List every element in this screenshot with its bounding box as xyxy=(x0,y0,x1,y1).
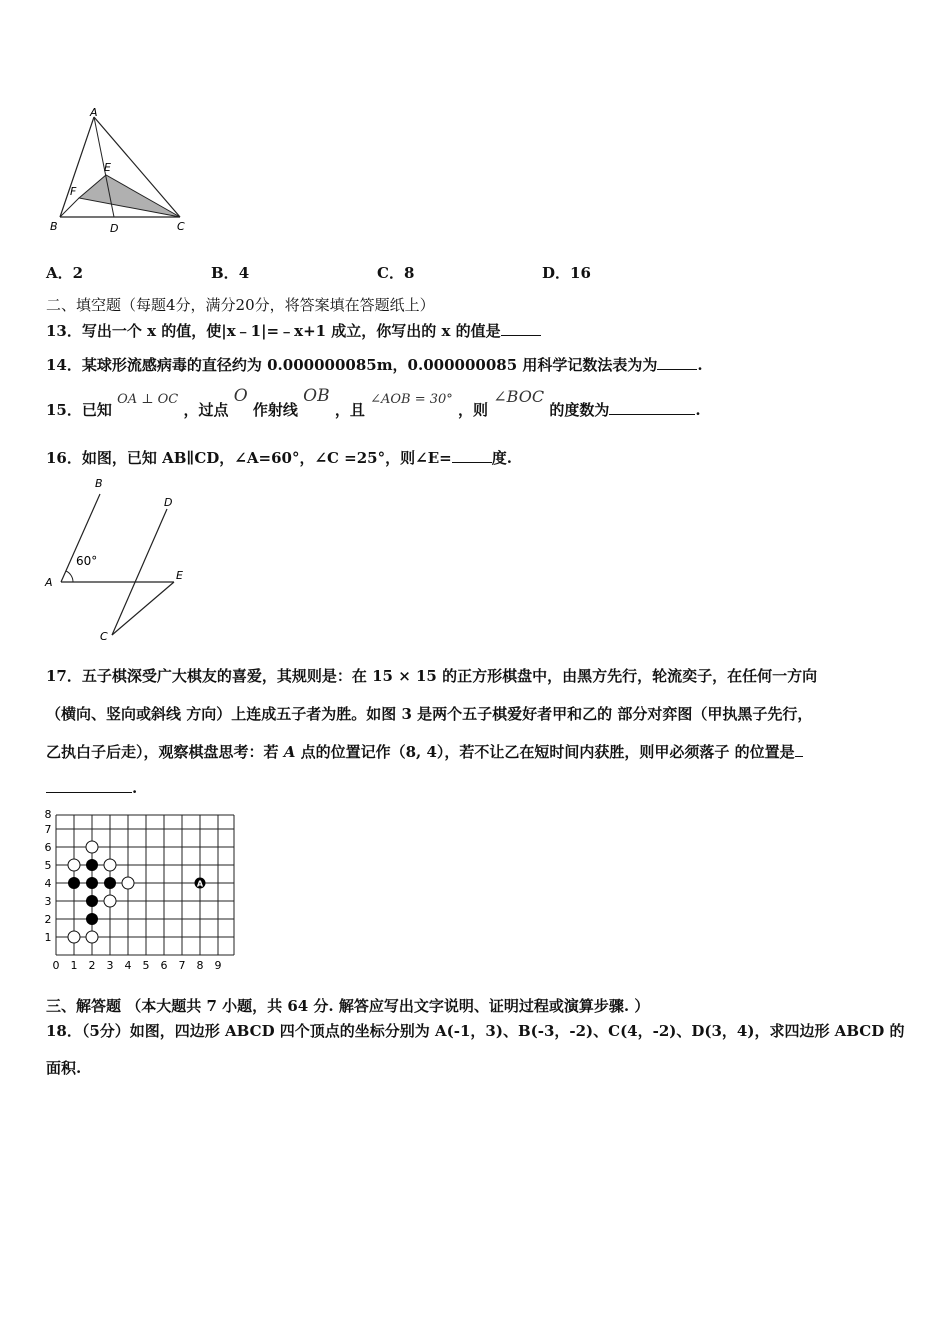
q15-t3: ，且 xyxy=(334,401,365,419)
angle-arc xyxy=(66,571,73,582)
x-label-7: 7 xyxy=(178,959,186,972)
black-stone xyxy=(86,913,98,925)
label-f: F xyxy=(70,185,77,198)
angle-label: 60° xyxy=(76,554,98,568)
label-a: A xyxy=(90,106,98,119)
x-label-6: 6 xyxy=(160,959,168,972)
question-17-line-1: 17．五子棋深受广大棋友的喜爱，其规则是：在 15 × 15 的正方形棋盘中，由黑方先行，轮流奕子，在任何一方向 xyxy=(46,667,818,685)
white-stone xyxy=(68,931,80,943)
question-18-line-1: 18．（5分）如图，四边形 ABCD 四个顶点的坐标分别为 A(-1，3)、B(-3，-2)、C(4，-2)、D(3，4)，求四边形 ABCD 的 xyxy=(46,1022,905,1040)
line-ce xyxy=(112,582,174,635)
q17-answer-blank[interactable] xyxy=(46,778,132,793)
black-stone xyxy=(86,895,98,907)
option-value: 8 xyxy=(403,264,415,282)
black-stone xyxy=(86,877,98,889)
q17-point-var: A xyxy=(283,743,296,761)
x-label-8: 8 xyxy=(196,959,204,972)
section-3-heading: 三、解答题 （本大题共 7 小题，共 64 分. 解答应写出文字说明、证明过程或演算步骤. ） xyxy=(46,997,650,1015)
label-b: B xyxy=(95,477,103,490)
black-stone xyxy=(104,877,116,889)
option-value: 2 xyxy=(72,264,84,282)
option-letter: C． xyxy=(377,264,404,282)
question-18-line-2: 面积. xyxy=(46,1059,82,1077)
white-stone xyxy=(86,841,98,853)
question-15 xyxy=(46,386,701,422)
q17-line3-a: 乙执白子后走），观察棋盘思考：若 xyxy=(46,743,284,761)
q14-text: 14．某球形流感病毒的直径约为 0.000000085m，0.000000085 用科学记数法表为为 xyxy=(46,356,658,374)
q13-answer-blank[interactable] xyxy=(501,321,541,336)
q15-end: . xyxy=(695,401,701,419)
x-axis-labels xyxy=(53,959,222,972)
label-d: D xyxy=(110,222,119,235)
section-2-heading: 二、填空题（每题4分，满分20分，将答案填在答题纸上） xyxy=(46,296,435,314)
q15-math-angle-aob: ∠AOB = 30° xyxy=(370,392,453,407)
q14-answer-blank[interactable] xyxy=(657,355,697,370)
q15-t1: ，过点 xyxy=(183,401,229,419)
question-17-line-3 xyxy=(46,742,803,762)
option-letter: B． xyxy=(211,264,239,282)
y-label-2: 2 xyxy=(44,913,52,926)
white-stone xyxy=(104,859,116,871)
board-grid xyxy=(56,815,234,955)
question-16 xyxy=(46,448,512,468)
white-stone xyxy=(68,859,80,871)
q17-end: . xyxy=(132,779,138,797)
label-a: A xyxy=(45,576,53,589)
black-stone xyxy=(68,877,80,889)
q17-line3-b: 点的位置记作（8, 4），若不让乙在短时间内获胜，则甲必须落子 的位置是 xyxy=(295,743,795,761)
x-label-1: 1 xyxy=(70,959,78,972)
parallel-lines-figure xyxy=(40,472,200,647)
shaded-triangle xyxy=(79,175,180,217)
option-letter: D． xyxy=(542,264,571,282)
q15-t4: ，则 xyxy=(458,401,489,419)
triangle-figure xyxy=(40,105,200,240)
y-label-3: 3 xyxy=(44,895,52,908)
q15-math-o: O xyxy=(233,386,248,406)
q15-math-angle-boc: ∠BOC xyxy=(493,387,545,406)
white-stone xyxy=(86,931,98,943)
point-a-label: A xyxy=(196,879,204,889)
option-b[interactable] xyxy=(211,262,249,283)
y-label-8: 8 xyxy=(44,808,52,821)
q15-math-ob: OB xyxy=(303,386,330,406)
black-stone xyxy=(86,859,98,871)
y-label-6: 6 xyxy=(44,841,52,854)
y-label-5: 5 xyxy=(44,859,52,872)
q15-prefix: 15．已知 xyxy=(46,401,112,419)
y-axis-labels xyxy=(45,808,52,944)
option-d[interactable] xyxy=(542,262,591,283)
option-letter: A． xyxy=(46,264,73,282)
q15-math-perp: OA ⊥ OC xyxy=(117,392,179,407)
x-label-3: 3 xyxy=(106,959,114,972)
white-stone xyxy=(122,877,134,889)
y-label-7: 7 xyxy=(44,823,52,836)
y-label-4: 4 xyxy=(44,877,52,890)
label-b: B xyxy=(50,220,58,233)
label-e: E xyxy=(176,569,183,582)
edge-ab xyxy=(60,117,94,217)
q15-t2: 作射线 xyxy=(252,401,298,419)
x-label-2: 2 xyxy=(88,959,96,972)
q13-text: 13．写出一个 x 的值，使|x﹣1|=﹣x+1 成立，你写出的 x 的值是 xyxy=(46,322,501,340)
question-17-line-2: （横向、竖向或斜线 方向）上连成五子者为胜。如图 3 是两个五子棋爱好者甲和乙的 部分对弈图（甲执黑子先行， xyxy=(46,705,813,723)
q15-answer-blank[interactable] xyxy=(609,400,695,415)
label-e: E xyxy=(104,161,111,174)
option-value: 16 xyxy=(570,264,591,282)
option-c[interactable] xyxy=(377,262,414,283)
x-label-5: 5 xyxy=(142,959,150,972)
q16-answer-blank[interactable] xyxy=(452,448,492,463)
question-17-line-4 xyxy=(46,778,137,798)
option-value: 4 xyxy=(238,264,250,282)
white-stone xyxy=(104,895,116,907)
line-ab xyxy=(61,494,100,582)
white-stones xyxy=(68,841,134,943)
q16-text: 16．如图，已知 AB∥CD，∠A=60°，∠C =25°，则∠E= xyxy=(46,449,452,467)
option-a[interactable] xyxy=(46,262,83,283)
line-cd xyxy=(112,509,167,635)
q14-end: . xyxy=(697,356,703,374)
x-label-4: 4 xyxy=(124,959,132,972)
label-d: D xyxy=(164,496,173,509)
x-label-0: 0 xyxy=(52,959,60,972)
gomoku-board xyxy=(40,805,245,975)
x-label-9: 9 xyxy=(214,959,222,972)
y-label-1: 1 xyxy=(44,931,52,944)
q17-blank-start[interactable] xyxy=(795,742,803,757)
label-c: C xyxy=(177,220,185,233)
q16-end: 度. xyxy=(491,449,512,467)
label-c: C xyxy=(100,630,108,643)
question-14 xyxy=(46,355,703,375)
q15-t5: 的度数为 xyxy=(549,401,610,419)
question-13 xyxy=(46,321,541,341)
